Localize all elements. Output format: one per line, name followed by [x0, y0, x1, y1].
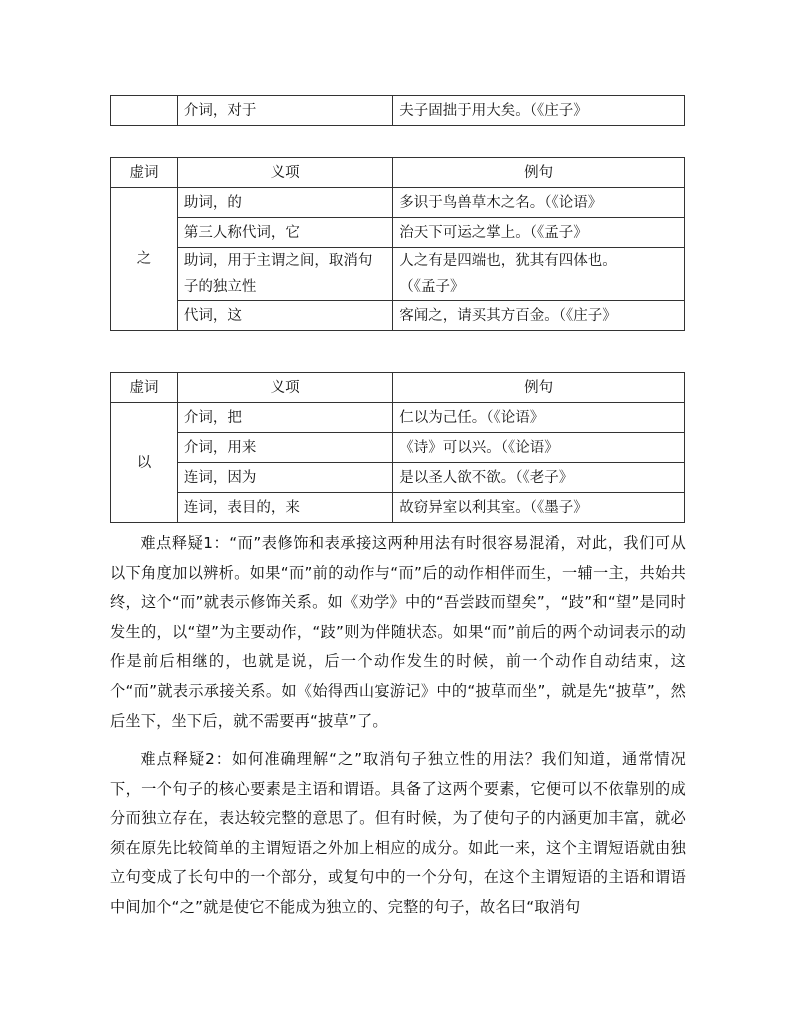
header-example: 例句 [393, 158, 685, 188]
table-zhi [110, 157, 685, 331]
example-cell: 《诗》可以兴。（《论语》 [393, 433, 685, 463]
table-yi [110, 372, 685, 523]
example-cell: 仁以为己任。（《论语》 [393, 403, 685, 433]
example-line: （《孟子》 [399, 279, 465, 295]
header-meaning: 义项 [177, 373, 392, 403]
header-meaning: 义项 [177, 158, 392, 188]
table-row [111, 403, 685, 433]
meaning-cell [177, 248, 392, 301]
meaning-line: 子的独立性 [183, 279, 257, 295]
meaning-cell: 介词，把 [177, 403, 392, 433]
table-continuation [110, 95, 685, 126]
explanation-paragraph-1: 难点释疑1：“而”表修饰和表承接这两种用法有时很容易混淆，对此，我们可从以下角度加以辨析。如果“而”前的动作与“而”后的动作相伴而生，一辅一主，共始共终，这个“而”就表示修饰关系。如《劝学》中的“吾尝跂而望矣”，“跂”和“望”是同时发生的，以“望”为主要动作，“跂”则为伴随状态。如果“而”前后的两个动词表示的动作是前后相继的，也就是说，后一个动作发生的时候，前一个动作自动结束，这个“而”就表示承接关系。如《始得西山宴游记》中的“披草而坐”，就是先“披草”，然后坐下，坐下后，就不需要再“披草”了。 [110, 534, 686, 730]
example-line: 人之有是四端也，犹其有四体也。 [399, 253, 617, 269]
header-example: 例句 [393, 373, 685, 403]
meaning-cell: 代词，这 [177, 301, 392, 331]
meaning-cell: 第三人称代词，它 [177, 218, 392, 248]
example-cell: 故窃异室以利其室。（《墨子》 [393, 493, 685, 523]
example-cell: 客闻之，请买其方百金。（《庄子》 [393, 301, 685, 331]
meaning-cell: 连词，表目的，来 [177, 493, 392, 523]
word-cell: 之 [111, 188, 178, 331]
table-row [111, 96, 685, 126]
table-row [111, 493, 685, 523]
table-row [111, 188, 685, 218]
meaning-cell: 助词，的 [177, 188, 392, 218]
meaning-line: 助词，用于主谓之间，取消句 [183, 253, 373, 269]
table-header-row [111, 373, 685, 403]
example-cell: 治天下可运之掌上。（《孟子》 [393, 218, 685, 248]
example-cell: 多识于鸟兽草木之名。（《论语》 [393, 188, 685, 218]
table-row [111, 301, 685, 331]
table-row [111, 218, 685, 248]
meaning-cell: 介词，对于 [177, 96, 392, 126]
meaning-cell: 连词，因为 [177, 463, 392, 493]
explanation-paragraph-2: 难点释疑2：如何准确理解“之”取消句子独立性的用法？我们知道，通常情况下，一个句子的核心要素是主语和谓语。具备了这两个要素，它便可以不依靠别的成分而独立存在，表达较完整的意思了。但有时候，为了使句子的内涵更加丰富，就必须在原先比较简单的主谓短语之外加上相应的成分。如此一来，这个主谓短语就由独立句变成了长句中的一个部分，或复句中的一个分句，在这个主谓短语的主语和谓语中间加个“之”就是使它不能成为独立的、完整的句子，故名曰“取消句 [110, 750, 686, 916]
table-header-row [111, 158, 685, 188]
word-cell [111, 96, 178, 126]
word-cell: 以 [111, 403, 178, 523]
header-word: 虚词 [111, 158, 178, 188]
header-word: 虚词 [111, 373, 178, 403]
example-cell [393, 248, 685, 301]
table-row [111, 463, 685, 493]
table-row [111, 433, 685, 463]
example-cell: 夫子固拙于用大矣。（《庄子》 [393, 96, 685, 126]
meaning-cell: 介词，用来 [177, 433, 392, 463]
example-cell: 是以圣人欲不欲。（《老子》 [393, 463, 685, 493]
table-row [111, 248, 685, 301]
